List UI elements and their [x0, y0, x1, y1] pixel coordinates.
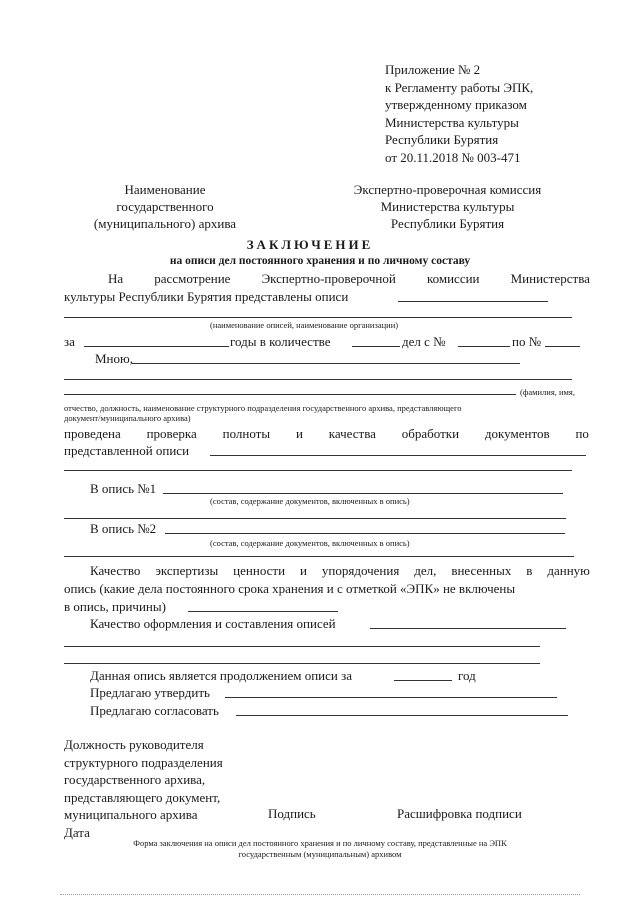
- label-agree: Предлагаю согласовать: [90, 703, 219, 718]
- appendix-block: [385, 61, 533, 166]
- label-design-quality: Качество оформления и составления описей: [90, 616, 336, 631]
- person-blank-1[interactable]: [64, 379, 572, 380]
- header-right-line: Министерства культуры: [380, 199, 515, 214]
- appendix-line: от 20.11.2018 № 003-471: [385, 149, 521, 165]
- scan-edge-mark: [60, 894, 580, 895]
- appendix-line: к Регламенту работы ЭПК,: [385, 79, 534, 95]
- header-right-line: Республики Бурятия: [390, 216, 505, 231]
- design-blank-3[interactable]: [64, 663, 540, 664]
- check-blank[interactable]: [210, 455, 586, 456]
- signature-line: муниципального архива: [64, 807, 198, 822]
- hint-inv2: (состав, содержание документов, включенных в опись): [210, 538, 410, 548]
- signature-position-block: [64, 736, 223, 841]
- document-subtitle: на описи дел постоянного хранения и по личному составу: [169, 255, 471, 267]
- approve-blank[interactable]: [225, 697, 557, 698]
- label-files-from: дел с №: [402, 334, 446, 349]
- check-blank-2[interactable]: [64, 470, 572, 471]
- label-years-count: годы в количестве: [230, 334, 331, 349]
- word: внесенных: [451, 563, 512, 578]
- by-me-blank[interactable]: [132, 363, 520, 364]
- header-left-line: (муниципального) архива: [93, 216, 237, 231]
- document-title: ЗАКЛЮЧЕНИЕ: [246, 237, 374, 252]
- word: экспертизы: [155, 563, 219, 578]
- word: проверка: [146, 426, 197, 441]
- to-no-blank[interactable]: [545, 346, 580, 347]
- design-blank[interactable]: [370, 628, 566, 629]
- hint-inventory-name: (наименование описей, наименование организации): [210, 320, 399, 330]
- hint-position: отчество, должность, наименование структурного подразделения государственного архива, представляющего: [64, 403, 462, 413]
- years-blank[interactable]: [84, 346, 229, 347]
- word: На: [108, 271, 124, 286]
- para1-line1: [108, 271, 590, 287]
- inv1-blank-2[interactable]: [64, 518, 566, 519]
- signature-line: представляющего документ,: [64, 789, 221, 805]
- word: полноты: [222, 426, 271, 441]
- label-year: год: [458, 668, 476, 683]
- word: и: [299, 563, 307, 578]
- word: в: [526, 563, 533, 578]
- header-left-line: государственного: [116, 199, 214, 214]
- check-line2: представленной описи: [64, 443, 190, 458]
- para1-line2: культуры Республики Бурятия представлены описи: [64, 289, 349, 304]
- signature-line: Должность руководителя: [64, 737, 204, 752]
- word: упорядочения: [321, 563, 400, 578]
- word: комиссии: [426, 271, 480, 286]
- label-inv2: В опись №2: [90, 521, 157, 536]
- word: данную: [547, 563, 590, 578]
- appendix-line: Министерства культуры: [385, 114, 519, 130]
- word: Министерства: [510, 271, 590, 286]
- word: Качество: [90, 563, 141, 578]
- signature-date: Дата: [64, 824, 90, 840]
- hint-position-2: документ/муниципального архива): [64, 413, 191, 423]
- word: дел,: [414, 563, 437, 578]
- word: качества: [328, 426, 376, 441]
- commission-block: [335, 181, 560, 232]
- archive-name-block: [70, 181, 260, 232]
- check-line1: [64, 426, 589, 442]
- label-continuation: Данная опись является продолжением описи за: [90, 668, 352, 683]
- label-by-me: Мною,: [95, 351, 133, 366]
- label-inv1: В опись №1: [90, 481, 157, 496]
- from-no-blank[interactable]: [458, 346, 510, 347]
- word: ценности: [233, 563, 286, 578]
- signature-sign-label: Подпись: [268, 806, 316, 821]
- quality-line3: в опись, причины): [64, 599, 166, 614]
- person-blank-2[interactable]: [64, 394, 516, 395]
- quality-line2: опись (какие дела постоянного срока хранения и с отметкой «ЭПК» не включены: [64, 581, 516, 596]
- word: и: [295, 426, 303, 441]
- signature-line: государственного архива,: [64, 772, 206, 787]
- header-right-line: Экспертно-проверочная комиссия: [353, 182, 542, 197]
- label-za: за: [64, 334, 75, 349]
- quality-line1: [90, 563, 590, 579]
- quality-blank[interactable]: [188, 611, 338, 612]
- inventory-name-blank[interactable]: [64, 317, 572, 318]
- word: рассмотрение: [154, 271, 231, 286]
- signature-line: структурного подразделения: [64, 754, 223, 770]
- word: документов: [484, 426, 550, 441]
- signature-decode-label: Расшифровка подписи: [397, 806, 522, 821]
- footer-line: Форма заключения на описи дел постоянного хранения и по личному составу, представленные на ЭПК: [133, 838, 507, 848]
- footer-line: государственным (муниципальным) архивом: [238, 849, 402, 859]
- label-approve: Предлагаю утвердить: [90, 685, 210, 700]
- inv2-blank-2[interactable]: [64, 556, 574, 557]
- hint-inv1: (состав, содержание документов, включенных в опись): [210, 496, 410, 506]
- label-to-no: по №: [512, 334, 542, 349]
- word: проведена: [64, 426, 121, 441]
- word: по: [575, 426, 589, 441]
- header-left-line: Наименование: [124, 182, 206, 197]
- footer-note: [70, 838, 570, 860]
- inv1-blank[interactable]: [163, 493, 563, 494]
- word: Экспертно-проверочной: [261, 271, 396, 286]
- appendix-line: Приложение № 2: [385, 62, 481, 77]
- year-blank[interactable]: [394, 680, 452, 681]
- agree-blank[interactable]: [236, 715, 568, 716]
- inventory-blank[interactable]: [398, 301, 548, 302]
- count-blank[interactable]: [352, 346, 400, 347]
- appendix-line: утвержденному приказом: [385, 97, 527, 112]
- design-blank-2[interactable]: [64, 646, 540, 647]
- inv2-blank[interactable]: [165, 533, 565, 534]
- appendix-line: Республики Бурятия: [385, 132, 499, 147]
- word: обработки: [401, 426, 460, 441]
- hint-name: (фамилия, имя,: [520, 387, 575, 397]
